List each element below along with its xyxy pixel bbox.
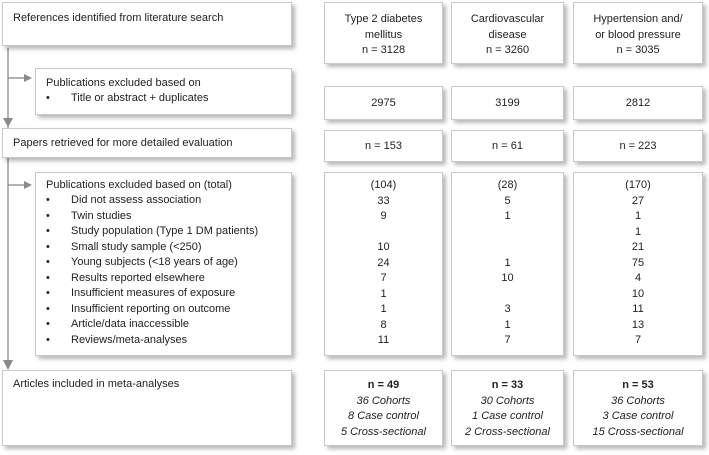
included-htn	[573, 370, 703, 446]
exclusion2-htn-value: 10	[631, 287, 645, 300]
exclusion2-reason	[36, 317, 258, 333]
exclusion2-cvd-value: 7	[504, 334, 511, 346]
exclusion2-cvd-value: 1	[504, 318, 511, 331]
header-col-t2dm-title2: mellitus	[364, 28, 403, 41]
exclusion2-reason-label: Small study sample (<250)	[71, 240, 202, 253]
exclusion2-cvd-value	[452, 287, 563, 303]
exclusion1-item-label: Title or abstract + duplicates	[71, 92, 209, 104]
arrowhead-exclusion2	[24, 181, 32, 189]
exclusion2-reason-label: Results reported elsewhere	[71, 271, 205, 284]
exclusion2-reason	[36, 286, 258, 302]
header-col-cvd-n: n = 3260	[485, 44, 530, 56]
header-col-htn-title2: or blood pressure	[595, 28, 681, 41]
exclusion2-t2dm-value: 11	[377, 334, 390, 346]
bullet-icon: •	[46, 333, 50, 346]
bullet-icon: •	[46, 256, 50, 268]
bullet-icon: •	[46, 302, 50, 315]
exclusion2-reason-label: Article/data inaccessible	[71, 318, 190, 330]
bullet-icon: •	[46, 318, 50, 330]
exclusion2-htn-value: 4	[634, 272, 642, 284]
references-label: References identified from literature search	[13, 12, 224, 24]
retrieved-htn-value: n = 223	[619, 140, 657, 152]
exclusion2-t2dm-value: 1	[380, 287, 387, 300]
included-cvd	[451, 370, 564, 446]
exclusion2-reason-label: Twin studies	[71, 209, 132, 222]
exclusion1-htn	[573, 86, 703, 120]
exclusion1-t2dm	[324, 86, 443, 120]
bullet-icon: •	[46, 225, 50, 237]
exclusion2-cvd-value: 5	[504, 194, 511, 207]
exclusion2-t2dm-total: (104)	[370, 179, 397, 191]
exclusion2-htn-value: 1	[634, 210, 642, 222]
exclusion2-t2dm-value: 1	[380, 303, 387, 315]
exclusion2-htn-value: 75	[631, 256, 645, 269]
arrowhead-exclusion1	[24, 74, 32, 82]
bullet-icon: •	[46, 271, 50, 284]
exclusion2-t2dm-value: 10	[377, 241, 390, 253]
retrieved-t2dm-value: n = 153	[364, 140, 402, 152]
bullet-icon: •	[46, 287, 50, 299]
arrowhead-retrieved	[3, 118, 13, 127]
exclusion2-reason	[36, 302, 258, 318]
header-col-t2dm	[324, 2, 443, 64]
exclusion2-cvd-value	[452, 240, 563, 256]
exclusion2-reason	[36, 240, 258, 256]
header-col-htn-title1: Hypertension and/	[593, 13, 683, 25]
retrieved-box	[2, 128, 292, 158]
exclusion2-htn-value: 1	[634, 225, 642, 238]
retrieved-cvd	[451, 130, 564, 162]
included-htn-cross-sectional: 15 Cross-sectional	[592, 425, 684, 438]
exclusion2-htn-value: 7	[634, 334, 642, 346]
included-cvd-cross-sectional: 2 Cross-sectional	[465, 425, 550, 438]
exclusion2-reason-label: Did not assess association	[71, 194, 202, 206]
exclusion2-t2dm-value: 8	[380, 318, 387, 331]
exclusion2-cvd-value	[452, 225, 563, 241]
exclusion2-htn	[573, 172, 703, 356]
exclusion2-reason	[36, 333, 258, 349]
exclusion2-reason	[36, 224, 258, 240]
exclusion2-t2dm-value	[325, 225, 442, 241]
included-t2dm-cohorts: 36 Cohorts	[356, 394, 411, 407]
retrieved-cvd-value: n = 61	[492, 140, 523, 152]
header-col-htn-n: n = 3035	[616, 44, 660, 56]
included-htn-cohorts: 36 Cohorts	[611, 394, 665, 407]
included-t2dm-case-control: 8 Case control	[348, 410, 419, 422]
exclusion2-reason-list	[36, 193, 258, 348]
exclusion2-reason	[36, 255, 258, 271]
included-htn-n: n = 53	[622, 379, 654, 391]
header-col-cvd-title1: Cardiovascular	[470, 13, 545, 25]
exclusion2-cvd-value: 3	[504, 303, 511, 315]
exclusion2-htn-value: 21	[631, 241, 645, 253]
exclusion1-item	[36, 91, 208, 107]
included-htn-case-control: 3 Case control	[602, 410, 674, 422]
exclusion2-reason-label: Reviews/meta-analyses	[71, 333, 188, 346]
included-cvd-cohorts: 30 Cohorts	[480, 394, 535, 407]
header-col-htn	[573, 2, 703, 64]
exclusion2-htn-value: 11	[632, 303, 644, 315]
exclusion2-reason-label: Insufficient reporting on outcome	[71, 302, 231, 315]
exclusion2-t2dm-value: 33	[377, 194, 390, 207]
bullet-icon: •	[46, 240, 50, 253]
retrieved-label: Papers retrieved for more detailed evaluation	[13, 137, 233, 149]
retrieved-htn	[573, 130, 703, 162]
included-cvd-n: n = 33	[491, 379, 524, 391]
exclusion1-t2dm-value: 2975	[371, 97, 396, 109]
header-col-cvd	[451, 2, 564, 64]
exclusion2-cvd-total: (28)	[497, 179, 518, 191]
exclusion2-reason	[36, 193, 258, 209]
exclusion2-box	[35, 172, 292, 356]
exclusion2-htn-value: 27	[631, 194, 645, 207]
exclusion2-cvd-value: 1	[504, 210, 511, 222]
exclusion2-t2dm-value: 24	[377, 256, 390, 269]
header-col-cvd-title2: disease	[488, 28, 527, 41]
retrieved-t2dm	[324, 130, 443, 162]
exclusion2-reason-label: Study population (Type 1 DM patients)	[71, 225, 259, 237]
references-box	[2, 2, 292, 46]
included-t2dm-n: n = 49	[367, 379, 400, 391]
exclusion2-cvd-value: 1	[504, 256, 511, 269]
exclusion2-reason-label: Insufficient measures of exposure	[71, 287, 236, 299]
exclusion2-t2dm-value: 9	[380, 210, 387, 222]
exclusion2-htn-total: (170)	[625, 179, 651, 191]
exclusion2-reason-label: Young subjects (<18 years of age)	[71, 256, 238, 268]
exclusion2-t2dm	[324, 172, 443, 356]
included-label: Articles included in meta-analyses	[13, 378, 180, 390]
exclusion1-cvd	[451, 86, 564, 120]
included-box	[2, 370, 292, 446]
exclusion2-cvd	[451, 172, 564, 356]
exclusion2-htn-value: 13	[631, 318, 645, 331]
exclusion1-cvd-value: 3199	[495, 97, 520, 109]
bullet-icon: •	[46, 92, 50, 104]
bullet-icon: •	[46, 209, 50, 222]
included-t2dm	[324, 370, 443, 446]
arrowhead-included	[3, 360, 13, 370]
exclusion1-box	[35, 68, 292, 115]
header-col-t2dm-title1: Type 2 diabetes	[344, 13, 423, 25]
exclusion1-title: Publications excluded based on	[46, 77, 201, 89]
exclusion2-reason	[36, 209, 258, 225]
exclusion2-cvd-value: 10	[501, 272, 514, 284]
exclusion2-t2dm-value: 7	[380, 272, 387, 284]
header-col-t2dm-n: n = 3128	[361, 44, 406, 56]
included-cvd-case-control: 1 Case control	[472, 410, 543, 422]
exclusion2-reason	[36, 271, 258, 287]
included-t2dm-cross-sectional: 5 Cross-sectional	[341, 425, 426, 438]
exclusion1-htn-value: 2812	[625, 97, 651, 109]
exclusion2-title: Publications excluded based on (total)	[46, 179, 232, 191]
bullet-icon: •	[46, 194, 50, 206]
